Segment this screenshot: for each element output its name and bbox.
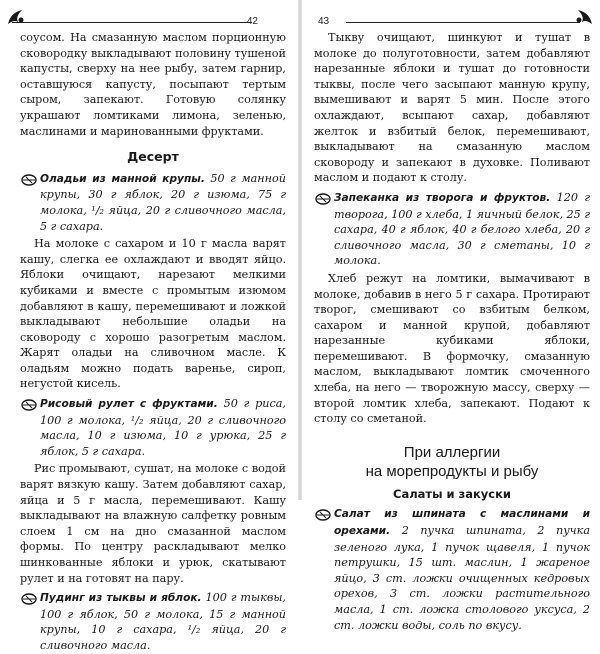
recipe-bullet-icon [20, 592, 40, 606]
header-rule [346, 22, 580, 23]
right-page [300, 0, 600, 632]
recipe-instructions: На молоке с сахаром и 10 г масла варят кашу, слегка ее охлаждают и вводят яйцо. Яблоки очищают, нарезают мелкими кубиками и вместе с промытым изюмом добавляют в кашу, перемешивают и ложкой выкладывают небольшие оладьи на сковороду с хорошо разогретым маслом. Жарят оладьи на сливочном масле. К оладьям можно подать варенье, сироп, негустой кисель. [20, 237, 286, 391]
chapter-subtitle: на морепродукты и рыбу [365, 462, 539, 480]
recipe-ingredients: 50 г риса, 100 г молока, ¹/₂ яйца, 20 г сливочного масла, 10 г изюма, 10 г урюка, 25 г яблок, 5 г сахара. [40, 397, 286, 458]
corner-ornament-icon [574, 8, 594, 26]
recipe-bullet-icon [314, 192, 334, 206]
recipe-item [20, 396, 286, 459]
recipe-instructions: Хлеб режут на ломтики, вымачивают в молоке, добавив в него 5 г сахара. Протирают творог, смешивают со взбитым белком, сахаром и манной крупой, добавляют нарезанные кубиками яблоки, перемешивают. В формочку, смазанную маслом, выкладывают ломтик смоченного хлеба, на него — творожную массу, сверху — второй ломтик хлеба, запекают. Подают к столу со сметаной. [314, 271, 590, 426]
section-title: Десерт [127, 149, 179, 165]
recipe-instructions: Рис промывают, сушат, на молоке с водой варят вязкую кашу. Затем добавляют сахар, яйца и 5 г масла, перемешивают. Кашу выкладывают на влажную салфетку ровным слоем 1 см на дно смазанной маслом формы. По центру раскладывают мелко шинкованные яблоки и урюк, скатывают рулет и на готовят на пару. [20, 462, 286, 585]
recipe-item [20, 590, 286, 653]
header-rule [12, 22, 252, 23]
recipe-name: Запеканка из творога и фруктов. [334, 191, 551, 204]
subsection-title: Салаты и закуски [393, 486, 511, 501]
corner-ornament-icon [6, 8, 26, 26]
recipe-item [314, 190, 590, 269]
recipe-name: Рисовый рулет с фруктами. [40, 398, 218, 411]
recipe-name: Салат из шпината с маслинами и орехами. [334, 508, 590, 538]
recipe-name: Пудинг из тыквы и яблок. [40, 592, 202, 605]
recipe-item [20, 171, 286, 234]
intro-paragraph: Тыкву очищают, шинкуют и тушат в молоке до полуготовности, затем добавляют нарезанные яблоки и тушат до готовности тыквы, после чего засыпают манную крупу, вымешивают и варят 5 мин. После этого охлаждают, всыпают сахар, добавляют желток и взбитый белок, перемешивают, выкладывают на смазанную маслом сковороду и запекают в духовке. Поливают маслом и подают к столу. [314, 31, 590, 185]
recipe-bullet-icon [20, 173, 40, 187]
page-number: 42 [246, 16, 258, 27]
intro-paragraph: соусом. На смазанную маслом порционную сковородку выкладывают половину тушеной капусты, сверху на нее рыбу, затем гарнир, оставшуюся капусту, посыпают тертым сыром, запекают. Готовую солянку украшают ломтиками лимона, зеленью, маслинами и маринованными фруктами. [20, 31, 286, 138]
chapter-title: При аллергии [403, 443, 501, 461]
recipe-bullet-icon [20, 398, 40, 412]
recipe-ingredients: 120 г творога, 100 г хлеба, 1 яичный белок, 25 г сахара, 40 г яблок, 40 г белого хлеба, 20 г сливочного масла, 30 г сметаны, 10 г молока. [334, 190, 591, 268]
recipe-name: Оладьи из манной крупы. [40, 172, 205, 185]
page-number: 43 [318, 16, 330, 27]
recipe-bullet-icon [314, 508, 334, 522]
recipe-ingredients: 2 пучка шпината, 2 пучка зеленого лука, 1 пучок щавеля, 1 пучок петрушки, 15 шт. маслин, 1 жареное яйцо, 3 ст. ложки очищенных кедровых орехов, 3 ст. ложки растительного масла, 1 ст. ложка столового уксуса, 2 ст. ложки воды, соль по вкусу. [334, 524, 590, 632]
recipe-item [314, 506, 590, 633]
recipe-ingredients: 50 г манной крупы, 30 г яблок, 20 г изюма, 75 г молока, ¹/₂ яйца, 20 г сливочного масла, 5 г сахара. [40, 171, 286, 233]
left-page [0, 0, 300, 652]
recipe-ingredients: 100 г тыквы, 100 г яблок, 50 г молока, 15 г манной крупы, 10 г сахара, ¹/₂ яйца, 20 г сливочного масла. [40, 591, 286, 652]
